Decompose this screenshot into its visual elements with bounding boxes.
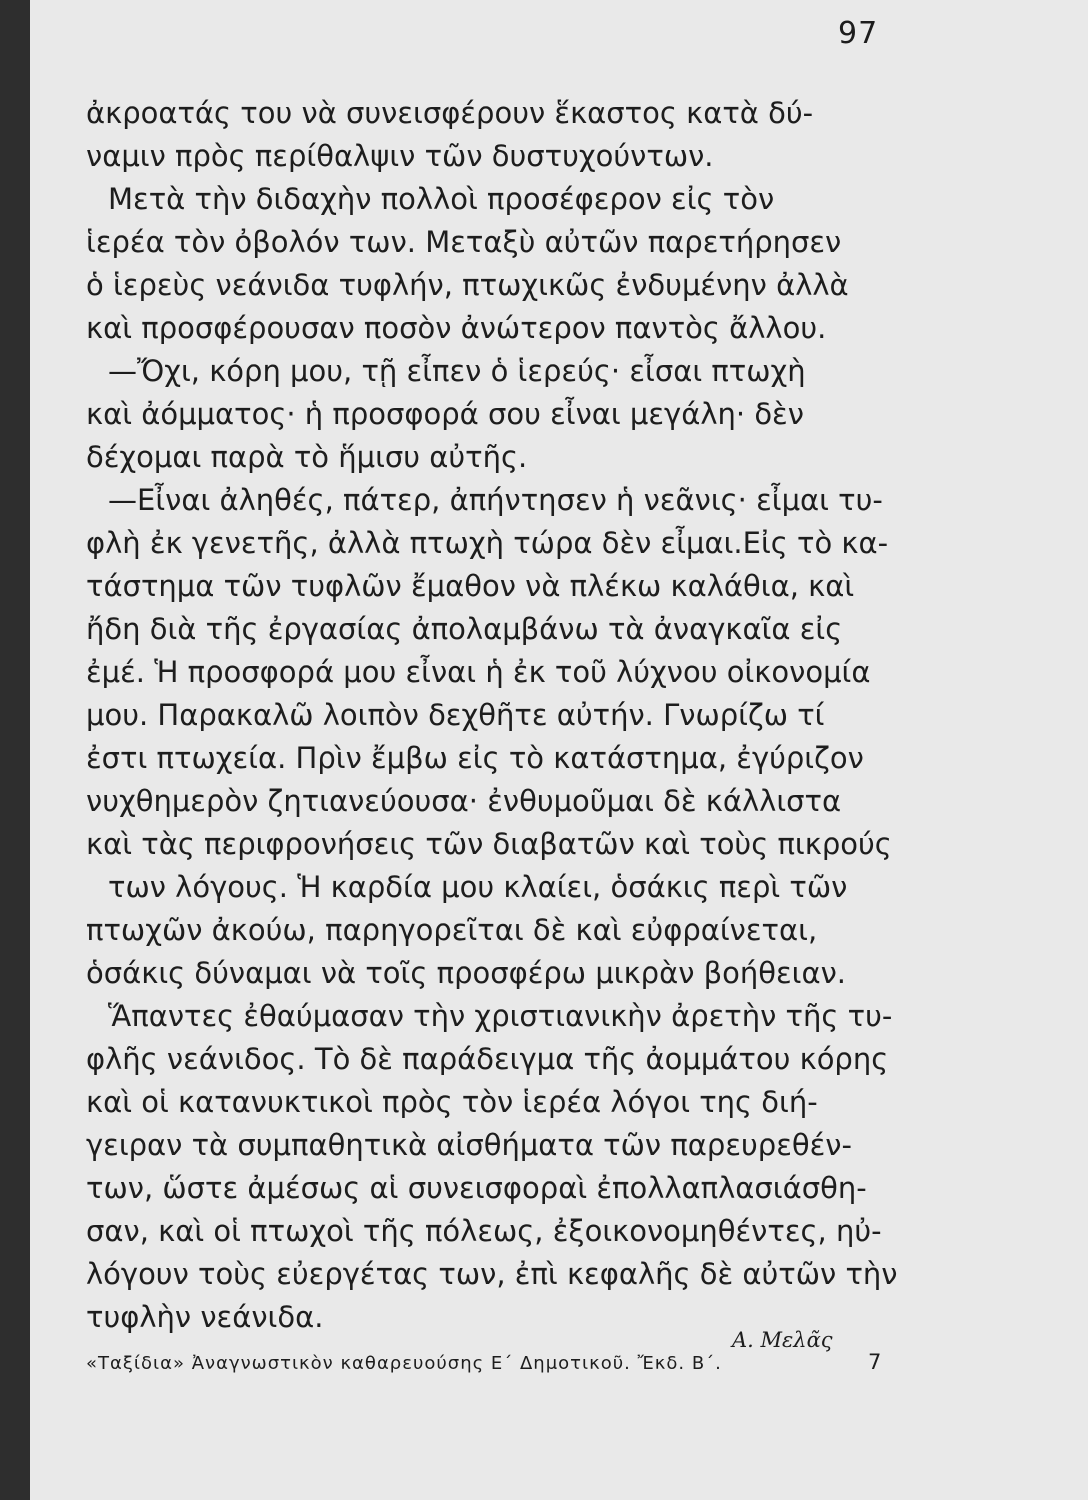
- text-line: καὶ προσφέρουσαν ποσὸν ἀνώτερον παντὸς ἄλλου.: [86, 311, 827, 345]
- text-line: ναμιν πρὸς περίθαλψιν τῶν δυστυχούντων.: [86, 139, 714, 173]
- author-signature: Α. Μελᾶς: [732, 1328, 833, 1352]
- text-line: ἐμέ. Ἡ προσφορά μου εἶναι ἡ ἐκ τοῦ λύχνου οἰκονομία: [86, 655, 871, 689]
- text-line: τυφλὴν νεάνιδα.: [86, 1300, 324, 1334]
- text-line: ἱερέα τὸν ὀβολόν των. Μεταξὺ αὐτῶν παρετήρησεν: [86, 225, 842, 259]
- text-line: καὶ τὰς περιφρονήσεις τῶν διαβατῶν καὶ τοὺς πικρούς: [86, 827, 892, 861]
- text-line: μου. Παρακαλῶ λοιπὸν δεχθῆτε αὐτήν. Γνωρίζω τί: [86, 698, 825, 732]
- text-line: ἀκροατάς του νὰ συνεισφέρουν ἕκαστος κατὰ δύ-: [86, 96, 814, 130]
- text-line: —Εἶναι ἀληθές, πάτερ, ἀπήντησεν ἡ νεᾶνις· εἶμαι τυ-: [108, 483, 883, 517]
- text-line: καὶ ἀόμματος· ἡ προσφορά σου εἶναι μεγάλη· δὲν: [86, 397, 804, 431]
- text-line: των, ὥστε ἀμέσως αἱ συνεισφοραὶ ἐπολλαπλασιάσθη-: [86, 1171, 867, 1205]
- text-line: φλὴ ἐκ γενετῆς, ἀλλὰ πτωχὴ τώρα δὲν εἶμαι.Εἰς τὸ κα-: [86, 526, 889, 560]
- text-line: των λόγους. Ἡ καρδία μου κλαίει, ὁσάκις περὶ τῶν: [108, 870, 848, 904]
- text-line: τάστημα τῶν τυφλῶν ἔμαθον νὰ πλέκω καλάθια, καὶ: [86, 569, 855, 603]
- text-line: ἤδη διὰ τῆς ἐργασίας ἀπολαμβάνω τὰ ἀναγκαῖα εἰς: [86, 612, 843, 646]
- text-line: Ἅπαντες ἐθαύμασαν τὴν χριστιανικὴν ἀρετὴν τῆς τυ-: [108, 999, 893, 1033]
- page-number: 97: [838, 16, 879, 51]
- text-line: —Ὄχι, κόρη μου, τῇ εἶπεν ὁ ἱερεύς· εἶσαι πτωχὴ: [108, 354, 806, 388]
- text-line: δέχομαι παρὰ τὸ ἥμισυ αὐτῆς.: [86, 440, 528, 474]
- text-line: ὁσάκις δύναμαι νὰ τοῖς προσφέρω μικρὰν βοήθειαν.: [86, 956, 847, 990]
- text-line: καὶ οἱ κατανυκτικοὶ πρὸς τὸν ἱερέα λόγοι της διή-: [86, 1085, 818, 1119]
- text-line: σαν, καὶ οἱ πτωχοὶ τῆς πόλεως, ἐξοικονομηθέντες, ηὐ-: [86, 1214, 882, 1248]
- footer-note: «Ταξίδια» Ἀναγνωστικὸν καθαρευούσης Ε΄ Δημοτικοῦ. Ἔκδ. Β΄.: [86, 1353, 722, 1374]
- text-line: ἐστι πτωχεία. Πρὶν ἔμβω εἰς τὸ κατάστημα, ἐγύριζον: [86, 741, 864, 775]
- sheet-number: 7: [868, 1350, 882, 1374]
- text-line: λόγουν τοὺς εὐεργέτας των, ἐπὶ κεφαλῆς δὲ αὐτῶν τὴν: [86, 1257, 898, 1291]
- body-text: [86, 92, 906, 1339]
- text-line: γειραν τὰ συμπαθητικὰ αἰσθήματα τῶν παρευρεθέν-: [86, 1128, 852, 1162]
- text-line: ὁ ἱερεὺς νεάνιδα τυφλήν, πτωχικῶς ἐνδυμένην ἀλλὰ: [86, 268, 849, 302]
- text-line: νυχθημερὸν ζητιανεύουσα· ἐνθυμοῦμαι δὲ κάλλιστα: [86, 784, 842, 818]
- text-line: πτωχῶν ἀκούω, παρηγορεῖται δὲ καὶ εὐφραίνεται,: [86, 913, 818, 947]
- book-page: [30, 0, 1088, 1500]
- text-line: φλῆς νεάνιδος. Τὸ δὲ παράδειγμα τῆς ἀομμάτου κόρης: [86, 1042, 889, 1076]
- text-line: Μετὰ τὴν διδαχὴν πολλοὶ προσέφερον εἰς τὸν: [108, 182, 775, 216]
